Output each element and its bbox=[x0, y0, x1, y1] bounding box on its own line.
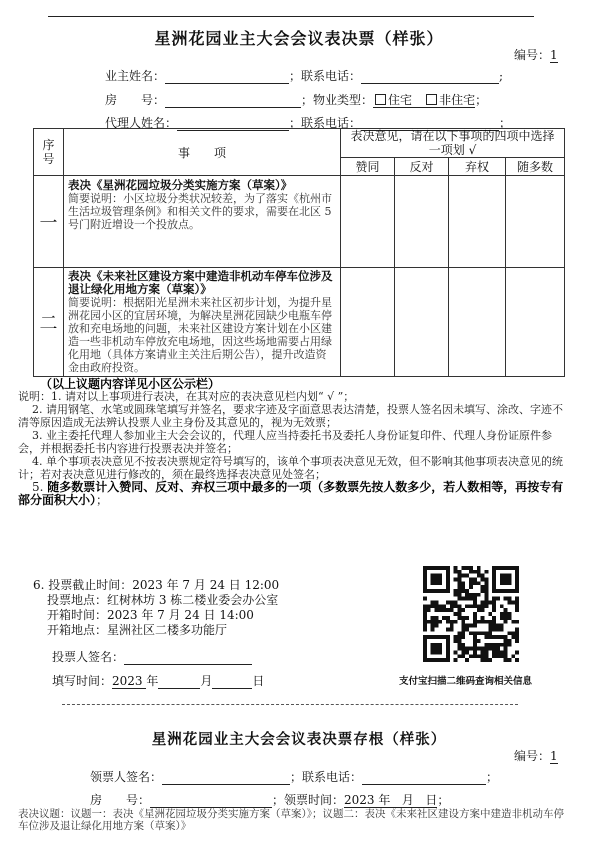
vote-cell-approve[interactable] bbox=[341, 268, 395, 377]
room-row: 房 号： ；物业类型： 住宅 非住宅； bbox=[105, 93, 488, 107]
room-number-field[interactable] bbox=[165, 94, 301, 108]
notice-board-note: （以上议题内容详见小区公示栏） bbox=[40, 377, 221, 391]
opening-time: 开箱时间：2023 年 7 月 24 日 14:00 bbox=[47, 608, 254, 622]
residential-checkbox[interactable] bbox=[375, 94, 386, 105]
item-title: 表决《未来社区建设方案中建造非机动车停车位涉及退让绿化用地方案（草案）》 bbox=[68, 269, 333, 296]
fill-month-field[interactable] bbox=[158, 675, 200, 689]
note-3: 3. 业主委托代理人参加业主大会会议的，代理人应当持委托书及委托人身份证复印件、代理人身份证原件参会，并根据委托书内容进行投票表决并签名； bbox=[18, 429, 552, 455]
col-no-header: 序号 bbox=[34, 129, 64, 176]
stub-serial-number: 编号：1 bbox=[514, 749, 558, 763]
option-majority-header: 随多数 bbox=[506, 158, 565, 176]
table-row bbox=[34, 176, 565, 268]
note-5: 5. 随多数票计入赞同、反对、弃权三项中最多的一项（多数票先按人数多少，若人数相等，再按专有部分面积大小）； bbox=[18, 480, 564, 507]
voter-sign-row: 投票人签名： bbox=[52, 648, 252, 665]
option-oppose-header: 反对 bbox=[395, 158, 449, 176]
col-matter-header: 事 项 bbox=[64, 129, 341, 176]
owner-phone-field[interactable] bbox=[361, 70, 499, 84]
schedule bbox=[33, 578, 279, 638]
qr-caption: 支付宝扫描二维码查询相关信息 bbox=[399, 676, 533, 687]
stub-room-row: 房 号： ；领票时间：2023 年 月 日； bbox=[90, 793, 450, 807]
serial-number: 编号：1 bbox=[514, 48, 558, 62]
opening-location: 开箱地点：星洲社区二楼多功能厅 bbox=[47, 623, 228, 637]
item-number: 二 bbox=[34, 268, 64, 377]
item-description: 简要说明：根据阳光星洲未来社区初步计划，为提升星洲花园小区的宜居环境，为解决星洲花园缺少电瓶车停放和充电场地的问题，未来社区建设方案计划在小区建造一些非机动车停放充电场地，因这些场地需要占用绿化用地（具体方案请业主关注后期公告），提升改造资金由政府投资。 bbox=[68, 296, 332, 374]
option-approve-header: 赞同 bbox=[341, 158, 395, 176]
vote-deadline: 6. 投票截止时间：2023 年 7 月 24 日 12:00 bbox=[33, 578, 280, 592]
stub-agenda: 表决议题：议题一：表决《星洲花园垃圾分类实施方案（草案）》；议题二：表决《未来社区建设方案中建造非机动车停车位涉及退让绿化用地方案（草案）》 bbox=[18, 808, 564, 832]
vote-cell-abstain[interactable] bbox=[449, 176, 506, 268]
note-4: 4. 单个事项表决意见不按表决票规定符号填写的，该单个事项表决意见无效，但不影响其他事项表决意见的统计；若对表决意见进行修改的，须在最终选择表决意见处签名； bbox=[18, 455, 563, 481]
stub-room-field[interactable] bbox=[150, 794, 272, 808]
fill-time-row: 填写时间：2023 年 月 日 bbox=[52, 674, 265, 688]
fill-day-field[interactable] bbox=[212, 675, 252, 689]
vote-header: 表决意见，请在以下事项的四项中选择一项划 √ bbox=[341, 129, 565, 158]
receiver-sign-field[interactable] bbox=[162, 771, 290, 785]
owner-row: 业主姓名： ；联系电话： ; bbox=[105, 69, 504, 83]
voter-sign-field[interactable] bbox=[124, 651, 252, 665]
qr-code-icon[interactable] bbox=[423, 566, 519, 662]
note-1: 说明：1. 请对以上事项进行表决，在其对应的表决意见栏内划“ √ ”； bbox=[18, 390, 355, 403]
table-row bbox=[34, 268, 565, 377]
proxy-row: 代理人姓名： ；联系电话： ； bbox=[105, 116, 512, 130]
vote-cell-oppose[interactable] bbox=[395, 176, 449, 268]
vote-cell-abstain[interactable] bbox=[449, 268, 506, 377]
vote-table bbox=[33, 128, 565, 377]
non-residential-checkbox[interactable] bbox=[426, 94, 437, 105]
note-2: 2. 请用钢笔、水笔或圆珠笔填写并签名，要求字迹及字面意思表达清楚，投票人签名因未填写、涂改、字迹不清等原因造成无法辨认投票人业主身份及其意见的，视为无效票； bbox=[18, 403, 563, 429]
item-title: 表决《星洲花园垃圾分类实施方案（草案）》 bbox=[68, 178, 293, 192]
vote-location: 投票地点：红树林坊 3 栋二楼业委会办公室 bbox=[47, 593, 279, 607]
owner-name-field[interactable] bbox=[165, 70, 289, 84]
item-description: 简要说明：小区垃圾分类状况较差，为了落实《杭州市生活垃圾管理条例》和相关文件的要求，需要在北区 5 号门附近增设一个投放点。 bbox=[68, 192, 332, 231]
vote-cell-majority[interactable] bbox=[506, 268, 565, 377]
tear-line bbox=[62, 704, 518, 705]
stub-title: 星洲花园业主大会会议表决票存根（样张） bbox=[151, 732, 447, 748]
fill-year-field[interactable]: 2023 bbox=[112, 674, 143, 688]
vote-cell-approve[interactable] bbox=[341, 176, 395, 268]
item-number: 一 bbox=[34, 176, 64, 268]
ballot-title: 星洲花园业主大会会议表决票（样张） bbox=[154, 29, 444, 48]
top-rule bbox=[48, 16, 534, 17]
receive-date-field[interactable]: 2023 年 月 日 bbox=[344, 793, 438, 807]
option-abstain-header: 弃权 bbox=[449, 158, 506, 176]
vote-cell-oppose[interactable] bbox=[395, 268, 449, 377]
instructions bbox=[18, 390, 566, 507]
stub-receiver-row: 领票人签名： ；联系电话： ； bbox=[90, 770, 499, 784]
receiver-phone-field[interactable] bbox=[362, 771, 486, 785]
vote-cell-majority[interactable] bbox=[506, 176, 565, 268]
